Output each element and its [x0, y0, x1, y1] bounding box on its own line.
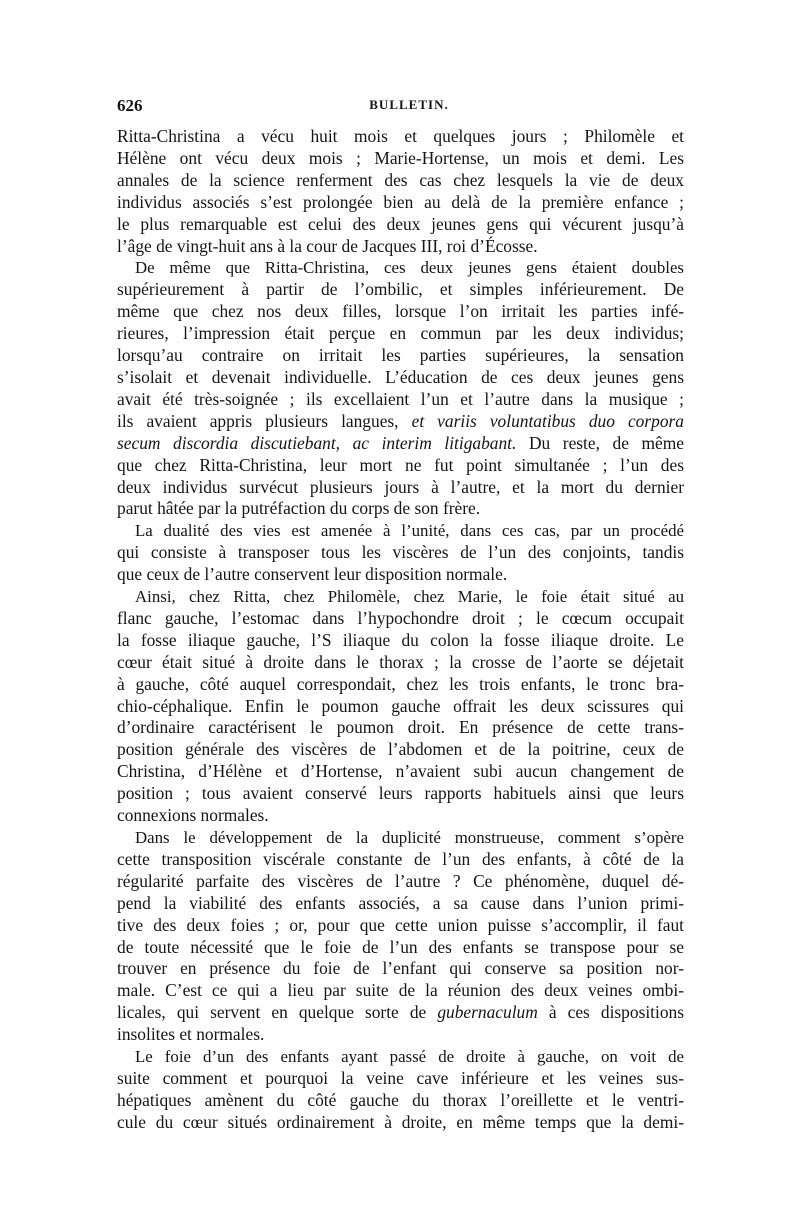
latin-term: gubernaculum: [437, 1002, 538, 1023]
text-line: male. C’est ce qui a lieu par suite de la réunion des deux veines ombi-: [117, 980, 684, 1001]
running-title: BULLETIN.: [369, 97, 449, 112]
text-line: pend la viabilité des enfants associés, a sa cause dans l’union primi-: [117, 892, 684, 913]
text-line: Hélène ont vécu deux mois ; Marie-Hortense, un mois et demi. Les: [117, 147, 684, 168]
text-line: tive des deux foies ; or, pour que cette union puisse s’accomplir, il faut: [117, 914, 684, 935]
text-line: Dans le développement de la duplicité monstrueuse, comment s’opère: [135, 828, 684, 847]
text-line: insolites et normales.: [117, 1024, 265, 1045]
text-line: [117, 1002, 684, 1024]
text-line-tail: Du reste, de même: [516, 432, 684, 453]
text-line: [117, 411, 684, 433]
text-line: d’ordinaire caractérisent le poumon droit. En présence de cette trans-: [117, 717, 684, 738]
text-line: cœur était situé à droite dans le thorax ; la crosse de l’aorte se déjetait: [117, 651, 684, 672]
latin-quote-continued: secum discordia discutiebant, ac interim litigabant.: [117, 432, 517, 453]
text-line: hépatiques amènent du côté gauche du thorax l’oreillette et le ventri-: [117, 1089, 684, 1110]
text-line: cette transposition viscérale constante de l’un des enfants, à côté de la: [117, 848, 684, 869]
text-line: suite comment et pourquoi la veine cave inférieure et les veines sus-: [117, 1067, 684, 1088]
text-line: de toute nécessité que le foie de l’un des enfants se transpose pour se: [117, 936, 684, 957]
text-line: trouver en présence du foie de l’enfant qui conserve sa position nor-: [117, 958, 684, 979]
text-line: avait été très-soignée ; ils excellaient l’un et l’autre dans la musique ;: [117, 388, 684, 409]
text-line: à gauche, côté auquel correspondait, chez les trois enfants, le tronc bra-: [117, 673, 684, 694]
paragraph-3: [117, 520, 684, 586]
text-line: le plus remarquable est celui des deux jeunes gens qui vécurent jusqu’à: [117, 213, 684, 234]
paragraph-4: [117, 586, 684, 827]
text-line: que chez Ritta-Christina, leur mort ne fut point simultanée ; l’un des: [117, 454, 684, 475]
text-line: deux individus survécut plusieurs jours à l’autre, et la mort du dernier: [117, 476, 684, 497]
text-line: Ritta-Christina a vécu huit mois et quelques jours ; Philomèle et: [117, 126, 684, 146]
text-line: même que chez nos deux filles, lorsque l’on irritait les parties infé-: [117, 301, 684, 322]
text-line: position générale des viscères de l’abdomen et de la poitrine, ceux de: [117, 739, 684, 760]
text-line: annales de la science renferment des cas chez lesquels la vie de deux: [117, 169, 684, 190]
text-line: l’âge de vingt-huit ans à la cour de Jacques III, roi d’Écosse.: [117, 235, 538, 256]
running-head: [117, 96, 683, 120]
text-line: De même que Ritta-Christina, ces deux jeunes gens étaient doubles: [135, 258, 684, 278]
text-line: individus associés s’est prolongée bien au delà de la première enfance ;: [117, 191, 684, 212]
text-line-start: ils avaient appris plusieurs langues,: [117, 410, 399, 431]
text-line: parut hâtée par la putréfaction du corps de son frère.: [117, 498, 481, 519]
paragraph-6: [117, 1046, 684, 1134]
text-line: cule du cœur situés ordinairement à droite, en même temps que la demi-: [117, 1111, 684, 1132]
text-line-tail: à ces dispositions: [537, 1002, 684, 1023]
text-line: chio-céphalique. Enfin le poumon gauche offrait les deux scissures qui: [117, 695, 684, 716]
text-line: supérieurement à partir de l’ombilic, et simples inférieurement. De: [117, 279, 684, 300]
paragraph-2: [117, 257, 684, 520]
text-line: Ainsi, chez Ritta, chez Philomèle, chez Marie, le foie était situé au: [135, 587, 684, 607]
text-line: que ceux de l’autre conservent leur disposition normale.: [117, 564, 508, 585]
paragraph-5: [117, 827, 684, 1046]
text-line: flanc gauche, l’estomac dans l’hypochondre droit ; le cœcum occupait: [117, 607, 684, 628]
text-line: La dualité des vies est amenée à l’unité, dans ces cas, par un procédé: [135, 521, 684, 541]
text-line: rieures, l’impression était perçue en commun par les deux individus;: [117, 323, 684, 344]
latin-quote: et variis voluntatibus duo corpora: [411, 410, 684, 431]
text-line: Christina, d’Hélène et d’Hortense, n’avaient subi aucun changement de: [117, 761, 684, 782]
text-line: s’isolait et devenait individuelle. L’éducation de ces deux jeunes gens: [117, 366, 684, 387]
body-text: [117, 126, 684, 1134]
text-line-start: licales, qui servent en quelque sorte de: [117, 1002, 427, 1023]
text-line: lorsqu’au contraire on irritait les parties supérieures, la sensation: [117, 345, 684, 366]
text-line: connexions normales.: [117, 805, 269, 826]
text-line: qui consiste à transposer tous les viscères de l’un des conjoints, tandis: [117, 542, 684, 563]
text-line: la fosse iliaque gauche, l’S iliaque du colon la fosse iliaque droite. Le: [117, 629, 684, 650]
text-line: régularité parfaite des viscères de l’autre ? Ce phénomène, duquel dé-: [117, 870, 684, 891]
page-number: 626: [117, 96, 143, 115]
text-line: position ; tous avaient conservé leurs rapports habituels ainsi que leurs: [117, 783, 684, 804]
paragraph-1: [117, 126, 684, 257]
text-line: [117, 433, 684, 455]
text-line: Le foie d’un des enfants ayant passé de droite à gauche, on voit de: [135, 1047, 684, 1067]
